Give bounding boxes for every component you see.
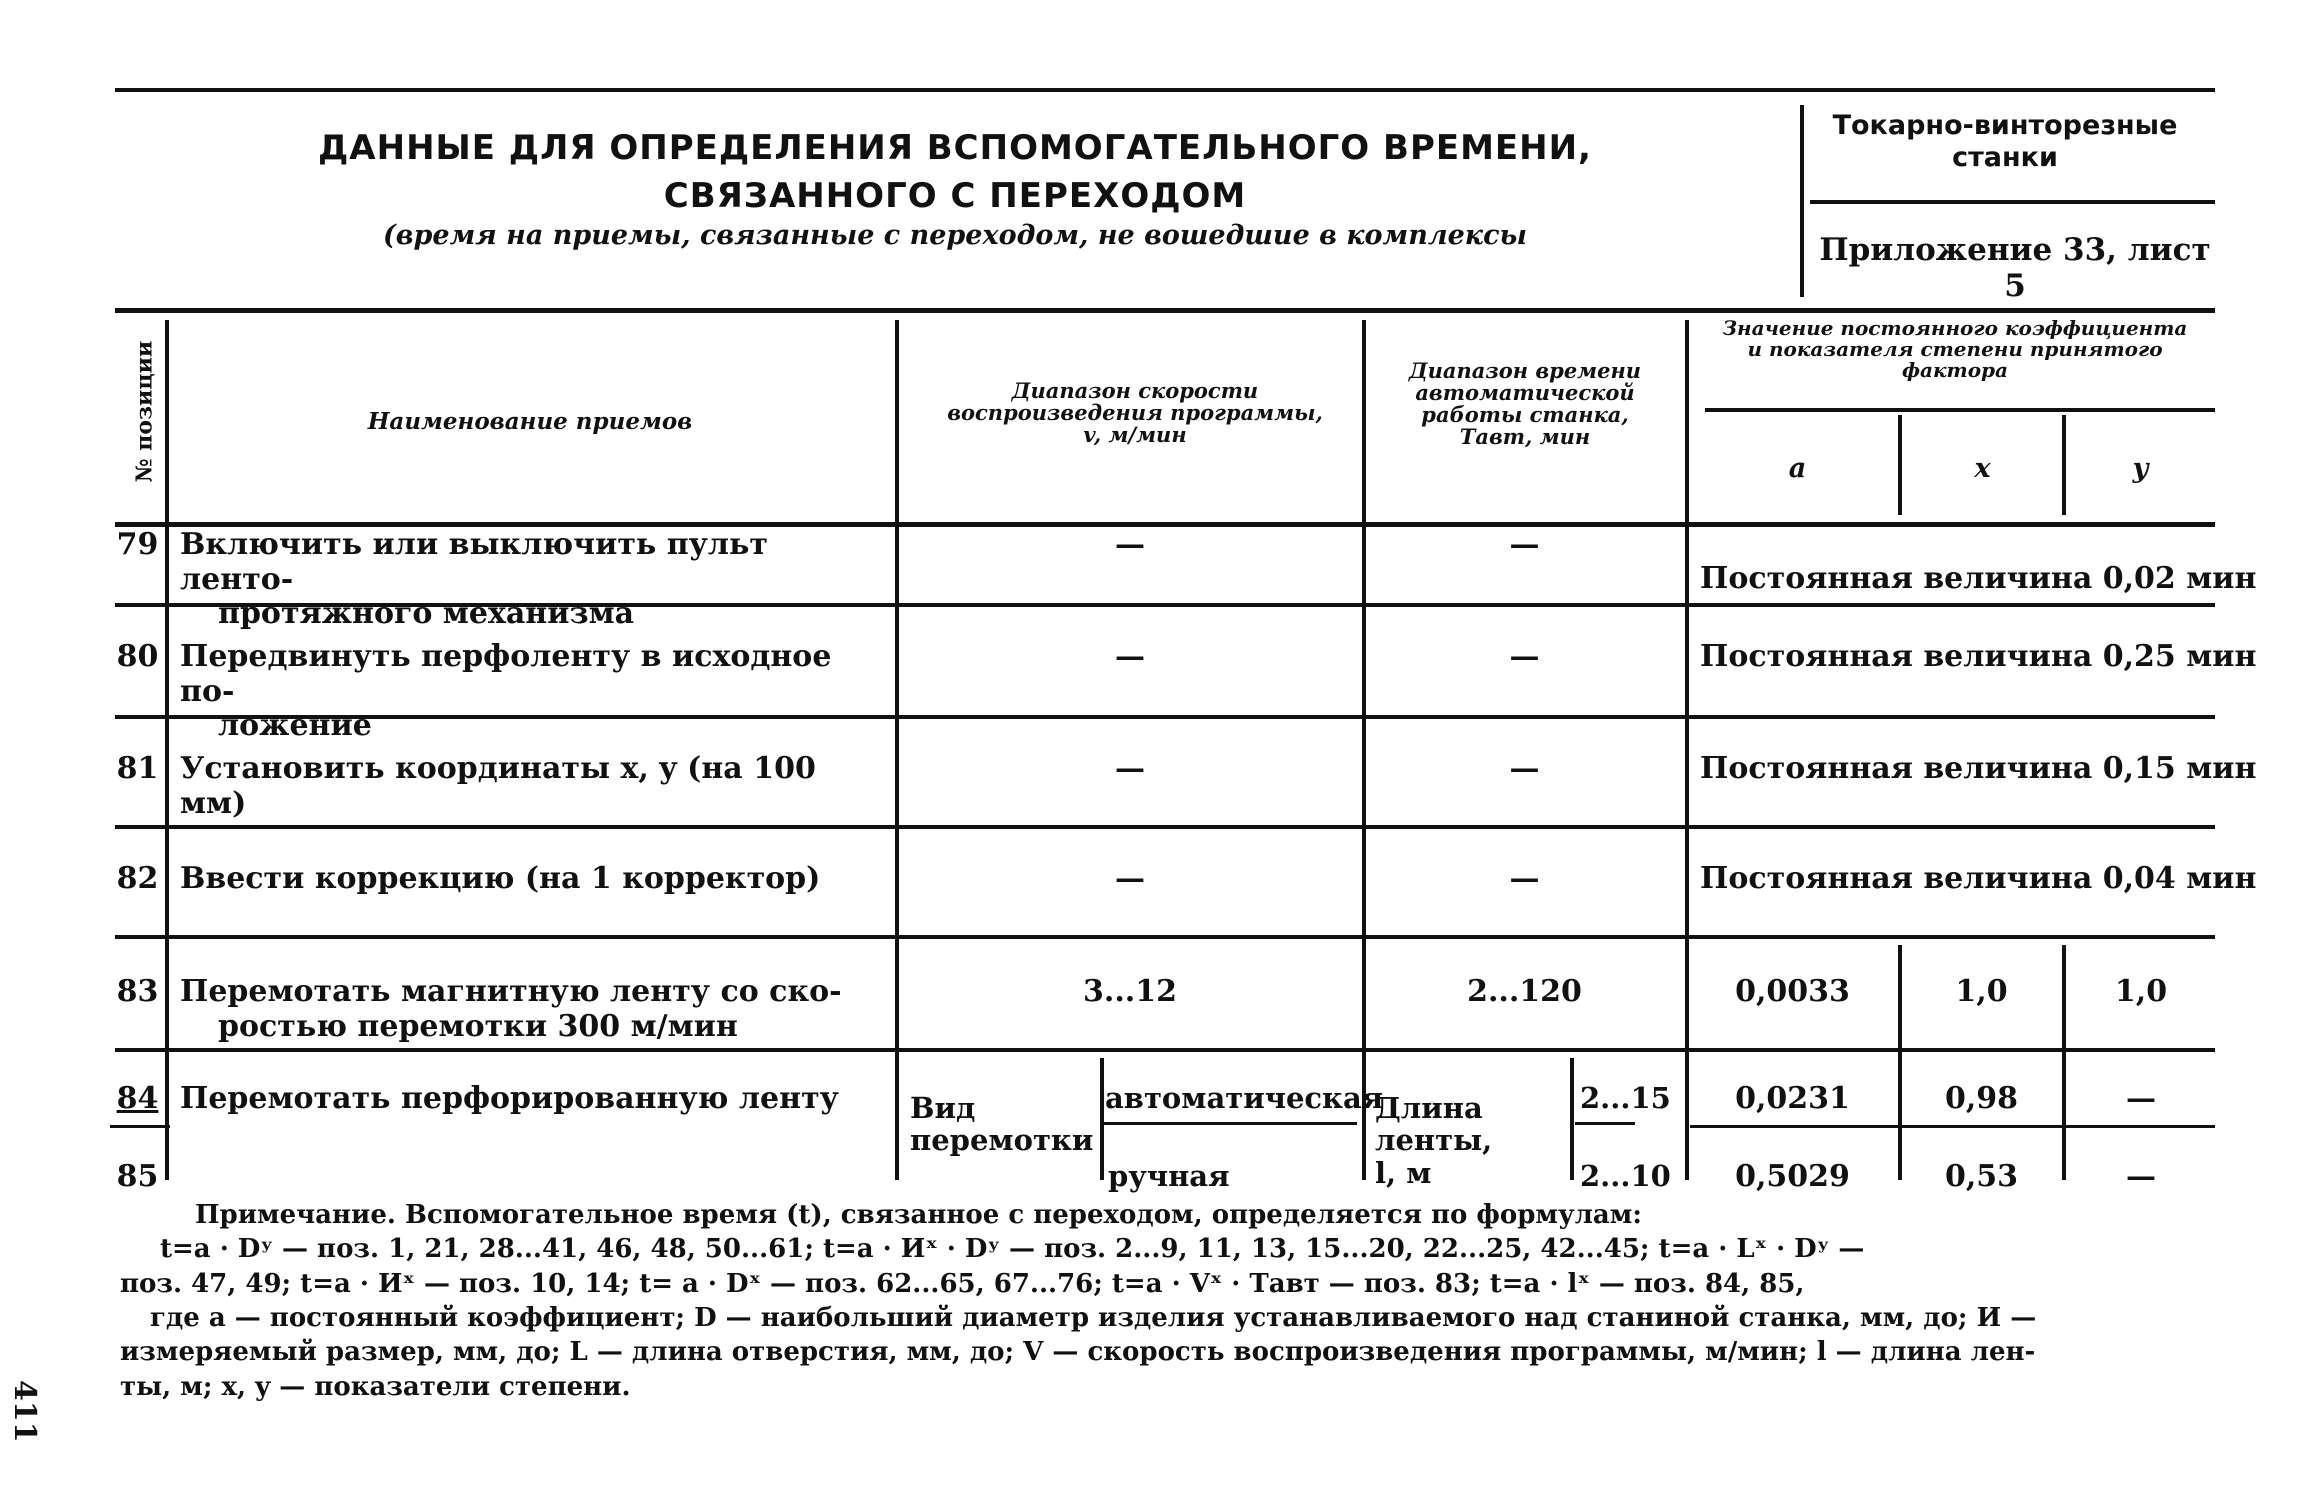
rewind-kind-label: Вид перемотки xyxy=(910,1091,1094,1158)
row-time: — xyxy=(1509,751,1540,786)
row-name xyxy=(180,528,890,632)
header-sub-rule xyxy=(1810,200,2215,204)
row-name-line1: Включить или выключить пульт ленто- xyxy=(180,527,769,597)
row-name-line1: Перемотать магнитную ленту со ско- xyxy=(180,974,842,1009)
row-a: 0,5029 xyxy=(1735,1159,1850,1194)
header-divider xyxy=(1800,105,1804,297)
row-constant: Постоянная величина 0,25 мин xyxy=(1700,639,2257,674)
page-title-line1: ДАННЫЕ ДЛЯ ОПРЕДЕЛЕНИЯ ВСПОМОГАТЕЛЬНОГО ВРЕМЕНИ, xyxy=(318,128,1592,168)
rewind-length-85: 2...10 xyxy=(1580,1159,1671,1193)
row-constant: Постоянная величина 0,04 мин xyxy=(1700,861,2257,896)
row-position: 82 xyxy=(116,861,159,896)
row-position: 85 xyxy=(116,1159,159,1194)
col-header-position: № позиции xyxy=(131,340,158,483)
row-speed: — xyxy=(1115,861,1145,896)
row-name xyxy=(180,975,890,1044)
note-line: поз. 47, 49; t=a · Иˣ — поз. 10, 14; t= a · Dˣ — поз. 62...65, 67...76; t=a · Vˣ · Tавт — поз. 83; t=a · lˣ — поз. 84, 85, xyxy=(120,1268,1805,1299)
row-speed: — xyxy=(1115,751,1145,786)
appendix-label: Приложение 33, лист 5 xyxy=(1819,232,2211,304)
row-time: 2...120 xyxy=(1467,974,1582,1009)
rewind-kind-manual: ручная xyxy=(1108,1159,1230,1193)
row-x: 0,98 xyxy=(1944,1081,2019,1116)
col-header-name: Наименование приемов xyxy=(367,408,693,435)
rewind-kind-auto: автоматическая xyxy=(1105,1081,1384,1115)
row-name-line2: ложение xyxy=(218,708,372,743)
row-time: — xyxy=(1509,861,1540,896)
col-header-coef-group: Значение постоянного коэффициента и показателя степени принятого фактора xyxy=(1722,316,2188,382)
note-line: t=a · Dʸ — поз. 1, 21, 28...41, 46, 48, 50...61; t=a · Иˣ · Dʸ — поз. 2...9, 11, 13, 15...20, 22...25, 42...45; t=a · Lˣ · Dʸ — xyxy=(160,1234,1865,1265)
row-x: 0,53 xyxy=(1944,1159,2019,1194)
col-header-x: x xyxy=(1974,453,1991,484)
row-position: 84 xyxy=(116,1081,159,1116)
row-speed: — xyxy=(1115,527,1145,562)
row-position: 81 xyxy=(116,751,159,786)
rewind-length-label: Длина ленты, l, м xyxy=(1375,1091,1493,1190)
row-name: Установить координаты x, y (на 100 мм) xyxy=(180,751,816,821)
col-header-time-symbol: Tавт, мин xyxy=(1459,424,1591,450)
row-constant: Постоянная величина 0,02 мин xyxy=(1700,561,2257,596)
row-y: 1,0 xyxy=(2114,974,2168,1009)
row-constant: Постоянная величина 0,15 мин xyxy=(1700,751,2257,786)
row-a: 0,0033 xyxy=(1735,974,1850,1009)
row-position: 79 xyxy=(116,527,159,562)
note-line: Примечание. Вспомогательное время (t), связанное с переходом, определяется по формулам: xyxy=(195,1200,1642,1230)
note-block xyxy=(120,1198,2220,1404)
row-name: Перемотать перфорированную ленту xyxy=(180,1081,839,1116)
machine-type-label: Токарно-винторезные станки xyxy=(1832,110,2178,174)
row-time: — xyxy=(1509,639,1540,674)
col-header-time-text: Диапазон времени автоматической работы станка, xyxy=(1408,358,1642,428)
col-header-speed: Диапазон скорости воспроизведения программы, v, м/мин xyxy=(947,378,1323,448)
col-header-a: a xyxy=(1788,453,1807,484)
page-number: 411 xyxy=(7,1380,42,1443)
row-speed: — xyxy=(1115,639,1145,674)
row-name-line1: Передвинуть перфоленту в исходное по- xyxy=(180,639,832,709)
col-header-time xyxy=(1380,360,1670,448)
page-title-line2: СВЯЗАННОГО С ПЕРЕХОДОМ xyxy=(663,176,1247,216)
row-position: 83 xyxy=(116,974,159,1009)
row-time: — xyxy=(1509,527,1540,562)
note-line: ты, м; x, y — показатели степени. xyxy=(120,1371,631,1402)
rewind-length-84: 2...15 xyxy=(1580,1081,1671,1115)
note-line: измеряемый размер, мм, до; L — длина отверстия, мм, до; V — скорость воспроизведения программы, м/мин; l — длина лен- xyxy=(120,1337,2036,1368)
row-y: — xyxy=(2126,1159,2156,1194)
row-name xyxy=(180,640,890,744)
page-subtitle: (время на приемы, связанные с переходом, не вошедшие в комплексы xyxy=(383,220,1527,251)
row-y: — xyxy=(2126,1081,2156,1116)
row-speed: 3...12 xyxy=(1083,974,1177,1009)
row-x: 1,0 xyxy=(1955,974,2008,1009)
row-name-line2: протяжного механизма xyxy=(218,596,635,631)
col-header-y: y xyxy=(2132,453,2149,484)
note-line: где a — постоянный коэффициент; D — наибольший диаметр изделия устанавливаемого над станиной станка, мм, до; И — xyxy=(150,1302,2037,1333)
row-name-line2: ростью перемотки 300 м/мин xyxy=(218,1008,738,1044)
row-name: Ввести коррекцию (на 1 корректор) xyxy=(180,861,821,896)
row-position: 80 xyxy=(116,639,159,674)
row-a: 0,0231 xyxy=(1735,1081,1850,1116)
top-rule xyxy=(115,88,2215,92)
